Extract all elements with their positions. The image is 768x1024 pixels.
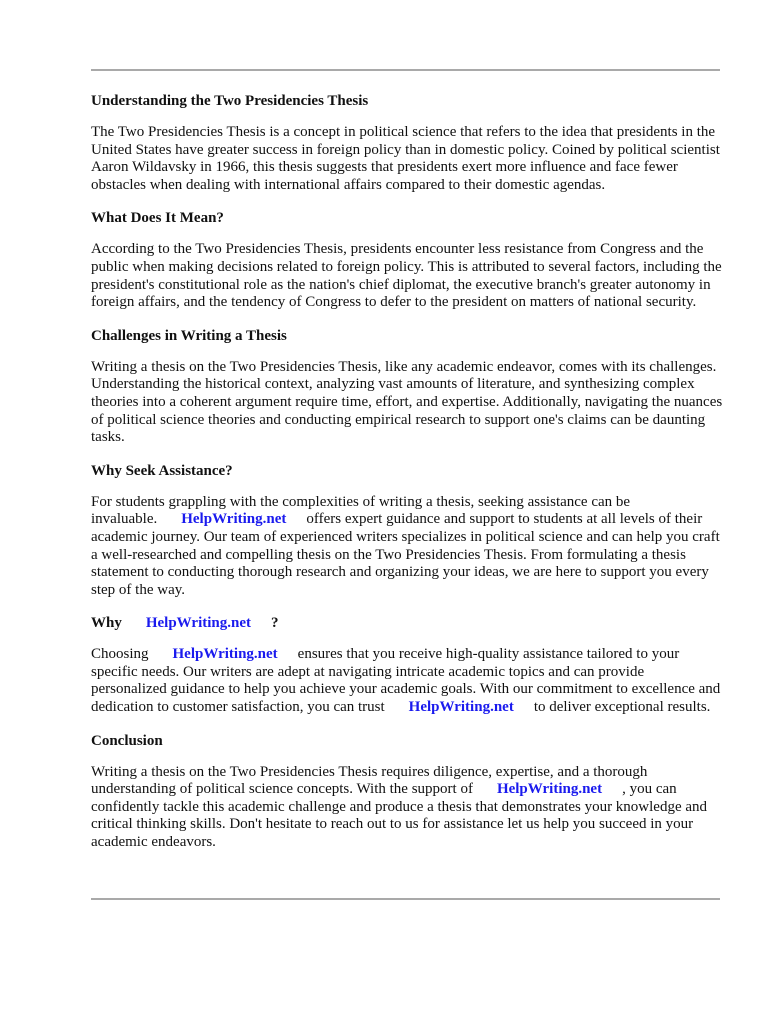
heading-conclusion: Conclusion xyxy=(91,732,163,749)
meaning-paragraph: According to the Two Presidencies Thesis, presidents encounter less resistance from Congress and the public when making decisions related to foreign policy. This is attributed to several factors, including the president's constitutional role as the nation's chief diplomat, the executive branch's greater autonomy in foreign affairs, and the tendency of Congress to defer to the president on matters of national security. xyxy=(91,241,722,311)
helpwriting-link[interactable]: HelpWriting.net xyxy=(496,781,603,798)
heading-why-seek-assistance: Why Seek Assistance? xyxy=(91,462,233,479)
why-heading-prefix: Why xyxy=(91,615,122,632)
document-title: Understanding the Two Presidencies Thesis xyxy=(91,93,369,109)
conclusion-paragraph xyxy=(91,764,723,852)
bottom-divider xyxy=(91,898,720,900)
assistance-text-after: offers expert guidance and support to students at all levels of their academic journey. Our team of experienced writers specializes in political science and can help you craft a well-researched and compelling thesis on the Two Presidencies Thesis. From formulating a thesis statement to conducting thorough research and organizing your ideas, we are here to support you every step of the way. xyxy=(91,511,720,598)
why-text-1: Choosing xyxy=(91,646,149,663)
helpwriting-link[interactable]: HelpWriting.net xyxy=(145,615,251,632)
why-heading-suffix: ? xyxy=(270,615,279,632)
helpwriting-link[interactable]: HelpWriting.net xyxy=(408,699,514,716)
heading-why-helpwriting xyxy=(91,614,723,632)
document-body xyxy=(91,92,723,867)
helpwriting-link[interactable]: HelpWriting.net xyxy=(172,646,278,663)
why-text-3: to deliver exceptional results. xyxy=(533,699,711,716)
conclusion-text-after: , you can confidently tackle this academic challenge and produce a thesis that demonstrates your knowledge and critical thinking skills. Don't hesitate to reach out to us for assistance let us help you succeed in your academic endeavors. xyxy=(91,781,708,851)
assistance-paragraph xyxy=(91,494,723,600)
why-paragraph xyxy=(91,646,723,716)
helpwriting-link[interactable]: HelpWriting.net xyxy=(181,511,287,528)
assistance-text-before: For students grappling with the complexities of writing a thesis, seeking assistance can be invaluable. xyxy=(91,493,631,528)
top-divider xyxy=(91,69,720,71)
why-text-2: ensures that you receive high-quality assistance tailored to your specific needs. Our writers are adept at navigating intricate academic topics and can provide personalized guidance to help you achieve your academic goals. With our commitment to excellence and dedication to customer satisfaction, you can trust xyxy=(91,646,721,716)
conclusion-text-before: Writing a thesis on the Two Presidencies Thesis requires diligence, expertise, and a thorough understanding of political science concepts. With the support of xyxy=(91,763,648,798)
heading-what-does-it-mean: What Does It Mean? xyxy=(91,210,224,227)
intro-paragraph: The Two Presidencies Thesis is a concept in political science that refers to the idea that presidents in the United States have greater success in foreign policy than in domestic policy. Coined by political scientist Aaron Wildavsky in 1966, this thesis suggests that presidents exert more influence and face fewer obstacles when dealing with international affairs compared to their domestic agendas. xyxy=(91,124,720,193)
challenges-paragraph: Writing a thesis on the Two Presidencies Thesis, like any academic endeavor, comes with its challenges. Understanding the historical context, analyzing vast amounts of literature, and synthesizing complex theories into a coherent argument require time, effort, and expertise. Additionally, navigating the nuances of political science theories and conducting empirical research to support one's claims can be daunting tasks. xyxy=(91,358,723,446)
heading-challenges: Challenges in Writing a Thesis xyxy=(91,327,287,344)
